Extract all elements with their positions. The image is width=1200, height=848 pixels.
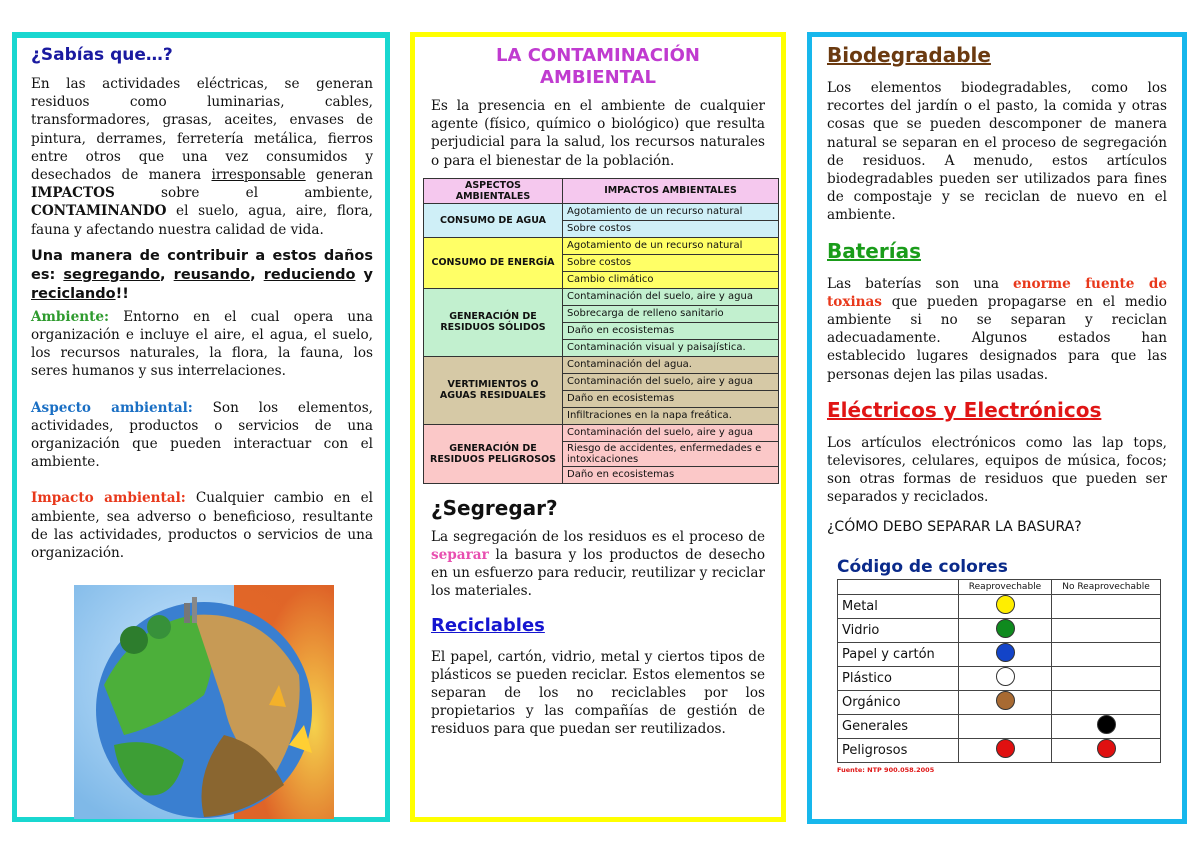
color-code-row [838,594,1161,618]
table-row: Contaminación visual y paisajística. [424,339,779,356]
table-row: Cambio climático [424,271,779,288]
table-row: Sobrecarga de relleno sanitario [424,305,779,322]
segregar-heading: ¿Segregar? [431,495,558,520]
ambiente-def: Ambiente: Entorno en el cual opera una organización e incluye el aire, el agua, el suelo, los recursos naturales, la flora, la fauna, los seres humanos y sus interrelaciones. [31,308,373,380]
definition-paragraph: Es la presencia en el ambiente de cualquier agente (físico, químico o biológico) que resulta perjudicial para la salud, los recursos naturales o para el bienestar de la población. [431,98,765,169]
header-aspects: ASPECTOS AMBIENTALES [424,178,563,203]
color-code-row [838,714,1161,738]
table-row: Sobre costos [424,254,779,271]
table-row: Daño en ecosistemas [424,466,779,483]
color-dot-icon [1097,739,1116,758]
segregar-paragraph: La segregación de los residuos es el proceso de separar la basura y los productos de desecho en un esfuerzo para reducir, reutilizar y reciclar los materiales. [431,528,765,600]
impacto-def: Impacto ambiental: Cualquier cambio en el ambiente, sea adverso o beneficioso, resultante de las actividades, productos o servicios de una organización. [31,490,373,562]
table-row: Daño en ecosistemas [424,322,779,339]
impacts-table [423,178,779,484]
panel-left [12,32,390,822]
sabias-heading: ¿Sabías que…? [31,45,173,65]
reciclables-heading: Reciclables [431,614,545,636]
intro-paragraph: En las actividades eléctricas, se generan residuos como luminarias, cables, transformadores, grasas, aceites, envases de pintura, derrames, ferretería metálica, fierros entre otros que una vez consumidos y desechados de manera irresponsable generan IMPACTOS sobre el ambiente, CONTAMINANDO el suelo, agua, aire, flora, fauna y afectando nuestra calidad de vida. [31,76,373,238]
color-code-row [838,642,1161,666]
main-title: LA CONTAMINACIÓN AMBIENTAL [496,45,700,88]
color-code-chart [837,557,1167,774]
color-code-row [838,618,1161,642]
header-no-reaprovechable: No Reaprovechable [1052,579,1161,594]
color-code-label: Metal [838,594,959,618]
color-dot-icon [996,667,1015,686]
table-row: GENERACIÓN DE RESIDUOS PELIGROSOS Contaminación del suelo, aire y agua [424,424,779,441]
como-separar-question: ¿CÓMO DEBO SEPARAR LA BASURA? [827,518,1082,535]
table-row: Sobre costos [424,220,779,237]
color-dot-icon [996,691,1015,710]
color-code-row [838,666,1161,690]
color-code-header [838,579,1161,594]
table-row: CONSUMO DE ENERGÍA Agotamiento de un recurso natural [424,237,779,254]
earth-illustration [74,585,334,819]
table-row: Contaminación del suelo, aire y agua [424,373,779,390]
electricos-paragraph: Los artículos electrónicos como las lap tops, televisores, celulares, equipos de música, focos; son otras formas de residuos que pueden ser separados y reciclados. [827,434,1167,506]
table-row: CONSUMO DE AGUA Agotamiento de un recurso natural [424,203,779,220]
panel-right [807,32,1187,824]
color-code-table [837,579,1161,763]
color-code-label: Generales [838,714,959,738]
baterias-heading: Baterías [827,238,921,263]
contribute-line: Una manera de contribuir a estos daños es: segregando, reusando, reduciendo y reciclando!! [31,247,374,302]
color-code-label: Orgánico [838,690,959,714]
color-dot-icon [996,595,1015,614]
color-dot-icon [996,643,1015,662]
reciclables-paragraph: El papel, cartón, vidrio, metal y ciertos tipos de plásticos se pueden reciclar. Estos elementos se separan de los no reciclables por los propietarios y las compañías de gestión de residuos para que puedan ser reutilizados. [431,648,765,738]
table-row: GENERACIÓN DE RESIDUOS SÓLIDOS Contaminación del suelo, aire y agua [424,288,779,305]
panel-middle [410,32,786,822]
color-code-label: Papel y cartón [838,642,959,666]
table-row: Infiltraciones en la napa freática. [424,407,779,424]
table-row: Daño en ecosistemas [424,390,779,407]
color-code-label: Plástico [838,666,959,690]
color-code-label: Vidrio [838,618,959,642]
biodegradable-heading: Biodegradable [827,43,991,67]
table-header [424,178,779,203]
color-code-label: Peligrosos [838,738,959,762]
table-row: Riesgo de accidentes, enfermedades e intoxicaciones [424,441,779,466]
electricos-heading: Eléctricos y Electrónicos [827,397,1102,422]
baterias-paragraph: Las baterías son una enorme fuente de toxinas que pueden propagarse en el medio ambiente si no se separan y reciclan adecuadamente. Algunos estados han establecido lugares designados para que las personas dejen las pilas usadas. [827,275,1167,383]
color-dot-icon [996,739,1015,758]
color-code-title: Código de colores [837,556,1008,577]
color-code-source: Fuente: NTP 900.058.2005 [837,765,935,774]
table-row: VERTIMIENTOS O AGUAS RESIDUALES Contaminación del agua. [424,356,779,373]
biodegradable-paragraph: Los elementos biodegradables, como los recortes del jardín o el pasto, la comida y otras cosas que se pueden descomponer de manera natural se separan en el proceso de segregación de residuos. A menudo, estos artículos biodegradables pueden ser utilizados para fines de compostaje y se reciclan de nuevo en el ambiente. [827,80,1167,224]
color-dot-icon [996,619,1015,638]
color-dot-icon [1097,715,1116,734]
color-code-row [838,738,1161,762]
color-code-row [838,690,1161,714]
header-impacts: IMPACTOS AMBIENTALES [563,178,779,203]
aspecto-def: Aspecto ambiental: Son los elementos, actividades, productos o servicios de una organización que pueden interactuar con el ambiente. [31,399,374,471]
header-reaprovechable: Reaprovechable [959,579,1052,594]
